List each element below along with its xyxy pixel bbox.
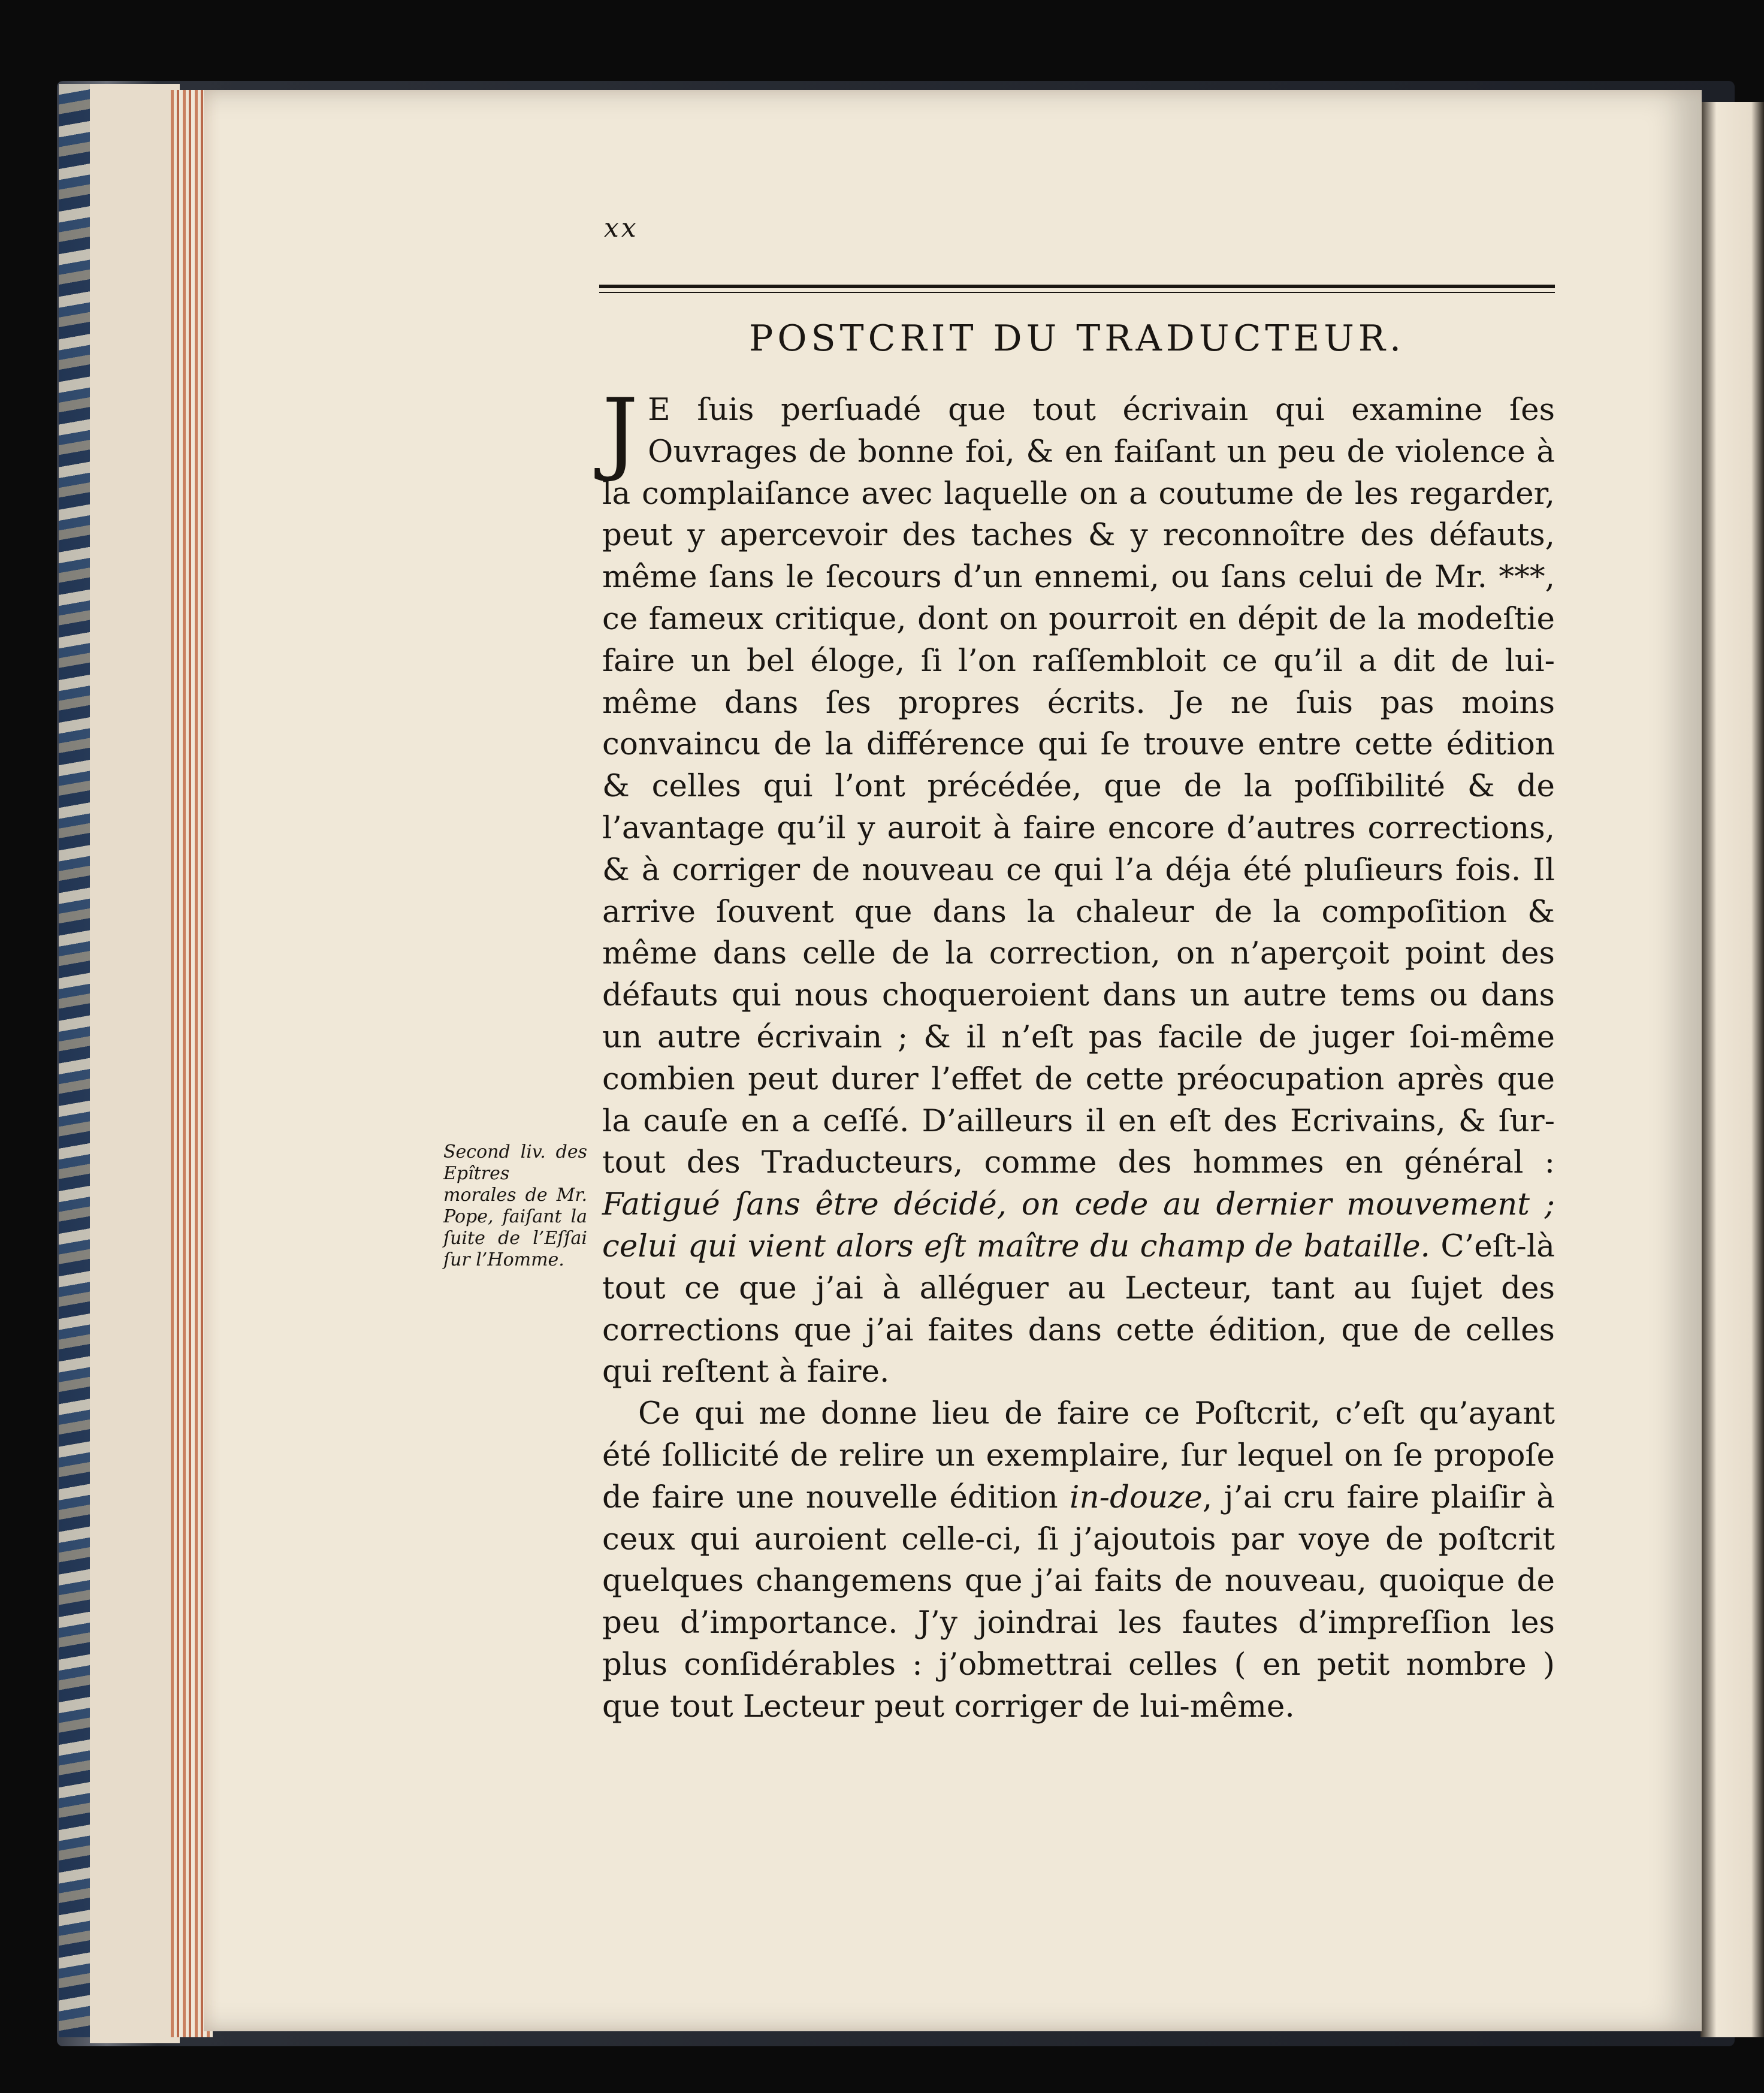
paragraph-2-italic: in-douze (1070, 1479, 1203, 1515)
paragraph-1-start: E ſuis perſuadé que tout écrivain qui examine ſes Ouvrages de bonne foi, & en faiſant un peu de violence à la complaiſance avec laquelle on a coutume de les regarder, peut y apercevoir des taches & y reconnoître des défauts, même ſans le ſecours d’un ennemi, ou ſans celui de Mr. ***, ce fameux critique, dont on pourroit en dépit de la modeſtie faire un bel éloge, ſi l’on raſſembloit ce qu’il a dit de lui-même dans ſes propres écrits. Je ne ſuis pas moins convaincu de la différence qui ſe trouve entre cette édition & celles qui l’ont précédée, que de la poſſibilité & de l’avantage qu’il y auroit à faire encore d’autres corrections, & à corriger de nouveau ce qui l’a déja été pluſieurs fois. Il arrive ſouvent que dans la chaleur de la compoſition & même dans celle de la correction, on n’aperçoit point des défauts qui nous choqueroient dans un autre tems ou dans un autre écrivain ; & il n’eſt pas facile de juger ſoi-même combien peut durer l’effet de cette préocupation après que la cauſe en a ceſſé. D’ailleurs il en eſt des Ecrivains, & ſur-tout des Traducteurs, comme des hommes en général : (602, 392, 1555, 1181)
paragraph-1-italic: Fatigué ſans être décidé, on cede au dernier mouvement ; celui qui vient alors eſt maître du champ de bataille. (602, 1186, 1555, 1264)
page-heading: POSTCRIT DU TRADUCTEUR. (748, 318, 1406, 360)
paragraph-1 (602, 380, 1555, 1393)
paragraph-2-start: Ce qui me donne lieu de faire ce Poſtcrit, c’eſt qu’ayant été ſollicité de relire un exemplaire, ſur lequel on ſe propoſe de faire une nouvelle édition (602, 1396, 1555, 1515)
page-edges-right (1700, 102, 1764, 2037)
flyleaf (90, 84, 180, 2043)
paragraph-1-end: C’eſt-là tout ce que j’ai à alléguer au Lecteur, tant au ſujet des corrections que j’ai faites dans cette édition, que de celles qui reſtent à faire. (602, 1228, 1555, 1390)
paragraph-2-end: , j’ai cru faire plaiſir à ceux qui auroient celle-ci, ſi j’ajoutois par voye de poſtcrit quelques changemens que j’ai faits de nouveau, quoique de peu d’importance. J’y joindrai les fautes d’impreſſion les plus conſidérables : j’obmettrai celles ( en petit nombre ) que tout Lecteur peut corriger de lui-même. (602, 1479, 1555, 1724)
drop-cap: J (602, 380, 639, 484)
body-text (602, 380, 1555, 1728)
paragraph-2 (602, 1393, 1555, 1727)
header-rule (599, 285, 1555, 288)
page-number: xx (604, 213, 639, 243)
margin-note: Second liv. des Epîtres morales de Mr. Pope, faiſant la ſuite de l’Eſſai ſur l’Homme. (443, 1141, 587, 1270)
header-rule-thin (599, 292, 1555, 293)
marbled-endpaper (59, 84, 95, 2037)
